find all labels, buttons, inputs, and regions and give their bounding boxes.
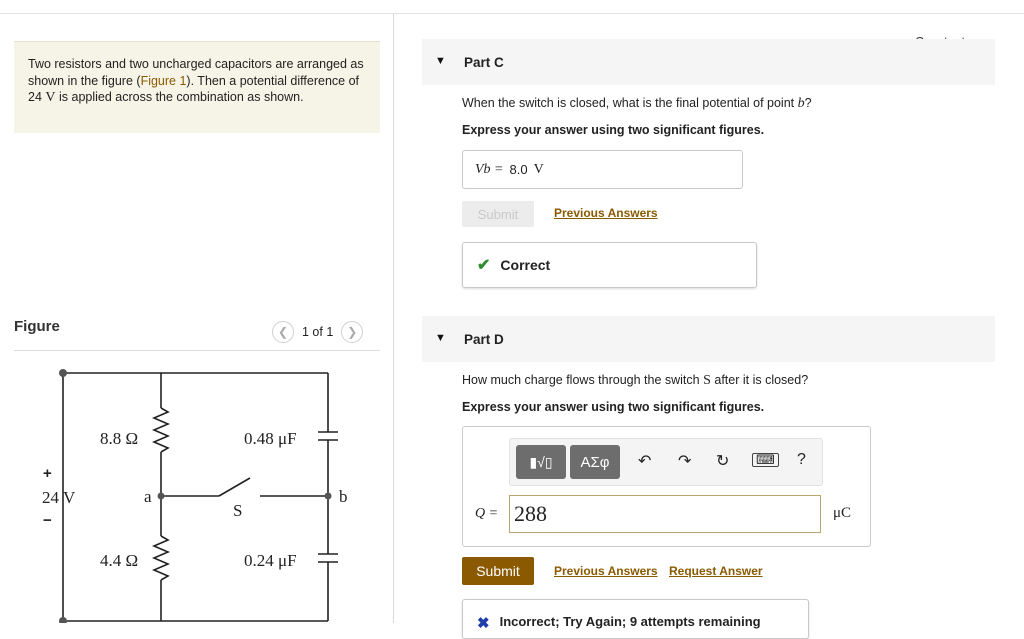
answer-editor <box>462 426 871 547</box>
r2-label: 4.4 Ω <box>100 551 139 570</box>
chevron-right-icon[interactable]: ❯ <box>341 321 363 343</box>
x-icon: ✖ <box>477 615 490 632</box>
part-d-header[interactable] <box>422 316 995 362</box>
part-c-previous-answers-link[interactable]: Previous Answers <box>554 206 658 220</box>
intro-text: Two resistors and two uncharged capacitors are arranged as shown in the figure ( <box>28 57 364 88</box>
c1-label: 0.48 μF <box>244 429 297 448</box>
figure-title: Figure <box>14 318 60 335</box>
part-c-title: Part C <box>464 55 504 70</box>
keyboard-icon[interactable]: ⌨ <box>752 453 779 467</box>
answer-unit: V <box>533 161 544 177</box>
part-c-instruction: Express your answer using two significant figures. <box>462 123 765 137</box>
redo-icon[interactable]: ↷ <box>678 453 692 470</box>
node-b-label: b <box>339 487 348 506</box>
reset-icon[interactable]: ↻ <box>716 453 730 470</box>
top-border <box>0 13 1024 14</box>
undo-icon[interactable]: ↶ <box>638 453 652 470</box>
problem-intro <box>14 41 380 133</box>
check-icon: ✔ <box>477 257 491 274</box>
unit-label: μC <box>833 505 852 521</box>
plus-sign: + <box>43 465 52 482</box>
terminal-bottom <box>59 617 67 623</box>
intro-text-mid: ). Then a potential difference of 24 <box>28 73 359 104</box>
collapse-triangle-icon[interactable]: ▼ <box>435 55 446 67</box>
node-b-dot <box>325 493 332 500</box>
figure-pager <box>272 320 363 344</box>
c2-label: 0.24 μF <box>244 551 297 570</box>
correct-feedback <box>462 242 757 288</box>
templates-button[interactable]: ▮√▯ <box>516 445 566 479</box>
part-d-instruction: Express your answer using two significant figures. <box>462 400 765 414</box>
voltage-label: 24 V <box>42 488 76 507</box>
collapse-triangle-icon[interactable]: ▼ <box>435 332 446 344</box>
node-a-dot <box>158 493 165 500</box>
part-c-header[interactable] <box>422 39 995 85</box>
part-c-answer-display <box>462 150 743 189</box>
pane-divider <box>393 14 394 623</box>
math-toolbar <box>509 438 823 486</box>
chevron-left-icon[interactable]: ❮ <box>272 321 294 343</box>
correct-label: Correct <box>500 257 551 273</box>
figure-counter: 1 of 1 <box>302 325 334 339</box>
part-d-title: Part D <box>464 332 504 347</box>
figure-separator <box>14 350 380 351</box>
q-label: Q = <box>475 506 499 521</box>
terminal-top <box>59 369 67 377</box>
volt-symbol: V <box>45 90 56 105</box>
circuit-diagram <box>30 360 350 623</box>
incorrect-feedback <box>462 599 809 639</box>
intro-text-end: is applied across the combination as shown. <box>55 90 304 104</box>
switch-label: S <box>233 501 243 520</box>
request-answer-link[interactable]: Request Answer <box>669 564 763 578</box>
part-c-submit-button: Submit <box>462 201 534 227</box>
answer-label: Vb = <box>475 161 504 177</box>
figure-link[interactable]: Figure 1 <box>140 73 187 88</box>
minus-sign: − <box>43 512 52 529</box>
part-d-question: How much charge flows through the switch S after it is closed? <box>462 373 809 388</box>
part-d-submit-button[interactable]: Submit <box>462 557 534 585</box>
answer-value: 8.0 <box>509 162 528 177</box>
greek-symbols-button[interactable]: ΑΣφ <box>570 445 620 479</box>
part-c-question: When the switch is closed, what is the final potential of point b? <box>462 96 812 111</box>
r1-label: 8.8 Ω <box>100 429 139 448</box>
incorrect-label: Incorrect; Try Again; 9 attempts remaining <box>499 614 761 629</box>
help-icon[interactable]: ? <box>797 451 806 468</box>
charge-input[interactable]: 288 <box>509 495 821 533</box>
node-a-label: a <box>144 487 152 506</box>
part-d-previous-answers-link[interactable]: Previous Answers <box>554 564 658 578</box>
